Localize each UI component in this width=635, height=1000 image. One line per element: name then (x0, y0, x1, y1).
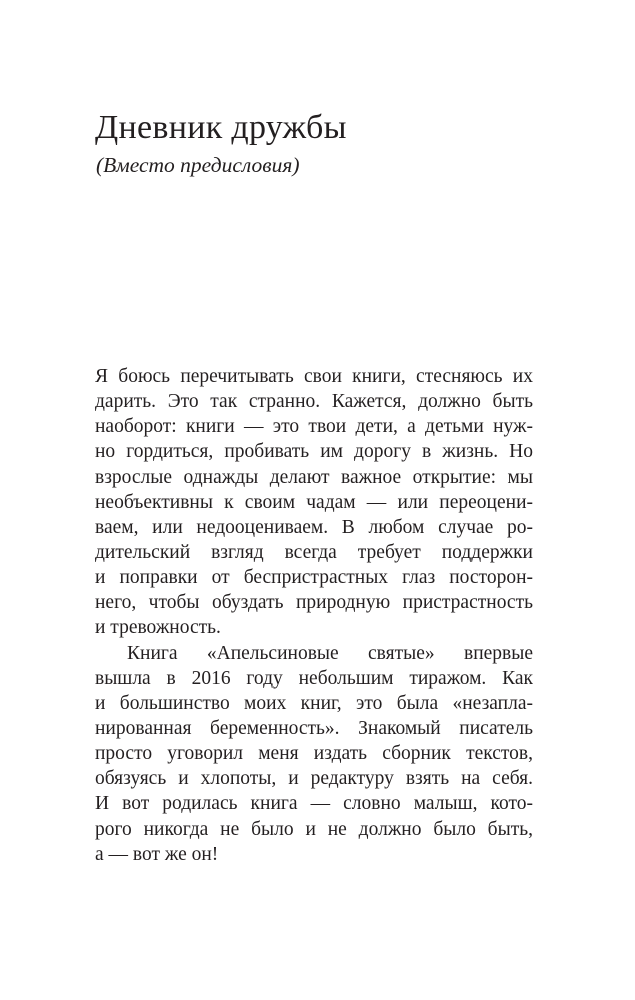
text-line: и поправки от беспристрастных глаз посторон- (95, 567, 533, 589)
text-line: но гордиться, пробивать им дорогу в жизнь. Но (95, 441, 533, 463)
text-line: вышла в 2016 году небольшим тиражом. Как (95, 667, 533, 689)
text-line: дарить. Это так странно. Кажется, должно быть (95, 391, 533, 413)
paragraph-end-line: и тревожность. (95, 617, 221, 639)
text-line: дительский взгляд всегда требует поддержки (95, 541, 533, 563)
text-line: необъективны к своим чадам — или переоцени- (95, 491, 533, 513)
text-line: нированная беременность». Знакомый писатель (95, 717, 533, 739)
text-line: и большинство моих книг, это была «незапла- (95, 692, 533, 714)
text-line: просто уговорил меня издать сборник текстов, (95, 743, 533, 765)
text-line: обязуясь и хлопоты, и редактуру взять на себя. (95, 768, 533, 790)
text-line: взрослые однажды делают важное открытие: мы (95, 466, 533, 488)
text-line: Я боюсь перечитывать свои книги, стесняюсь их (95, 366, 533, 387)
body-text (95, 364, 533, 867)
text-line: И вот родилась книга — словно малыш, кото- (95, 793, 533, 815)
text-line: ваем, или недооцениваем. В любом случае ро- (95, 516, 533, 538)
chapter-subtitle: (Вместо предисловия) (96, 153, 300, 177)
text-line: наоборот: книги — это твои дети, а детьми нуж- (95, 416, 533, 438)
text-line: рого никогда не было и не должно было быть, (95, 818, 533, 840)
paragraph-end-line: а — вот же он! (95, 843, 219, 865)
chapter-title: Дневник дружбы (95, 109, 347, 146)
text-line: него, чтобы обуздать природную пристрастность (95, 592, 533, 614)
paragraph-start-line: Книга «Апельсиновые святые» впервые (127, 642, 533, 664)
